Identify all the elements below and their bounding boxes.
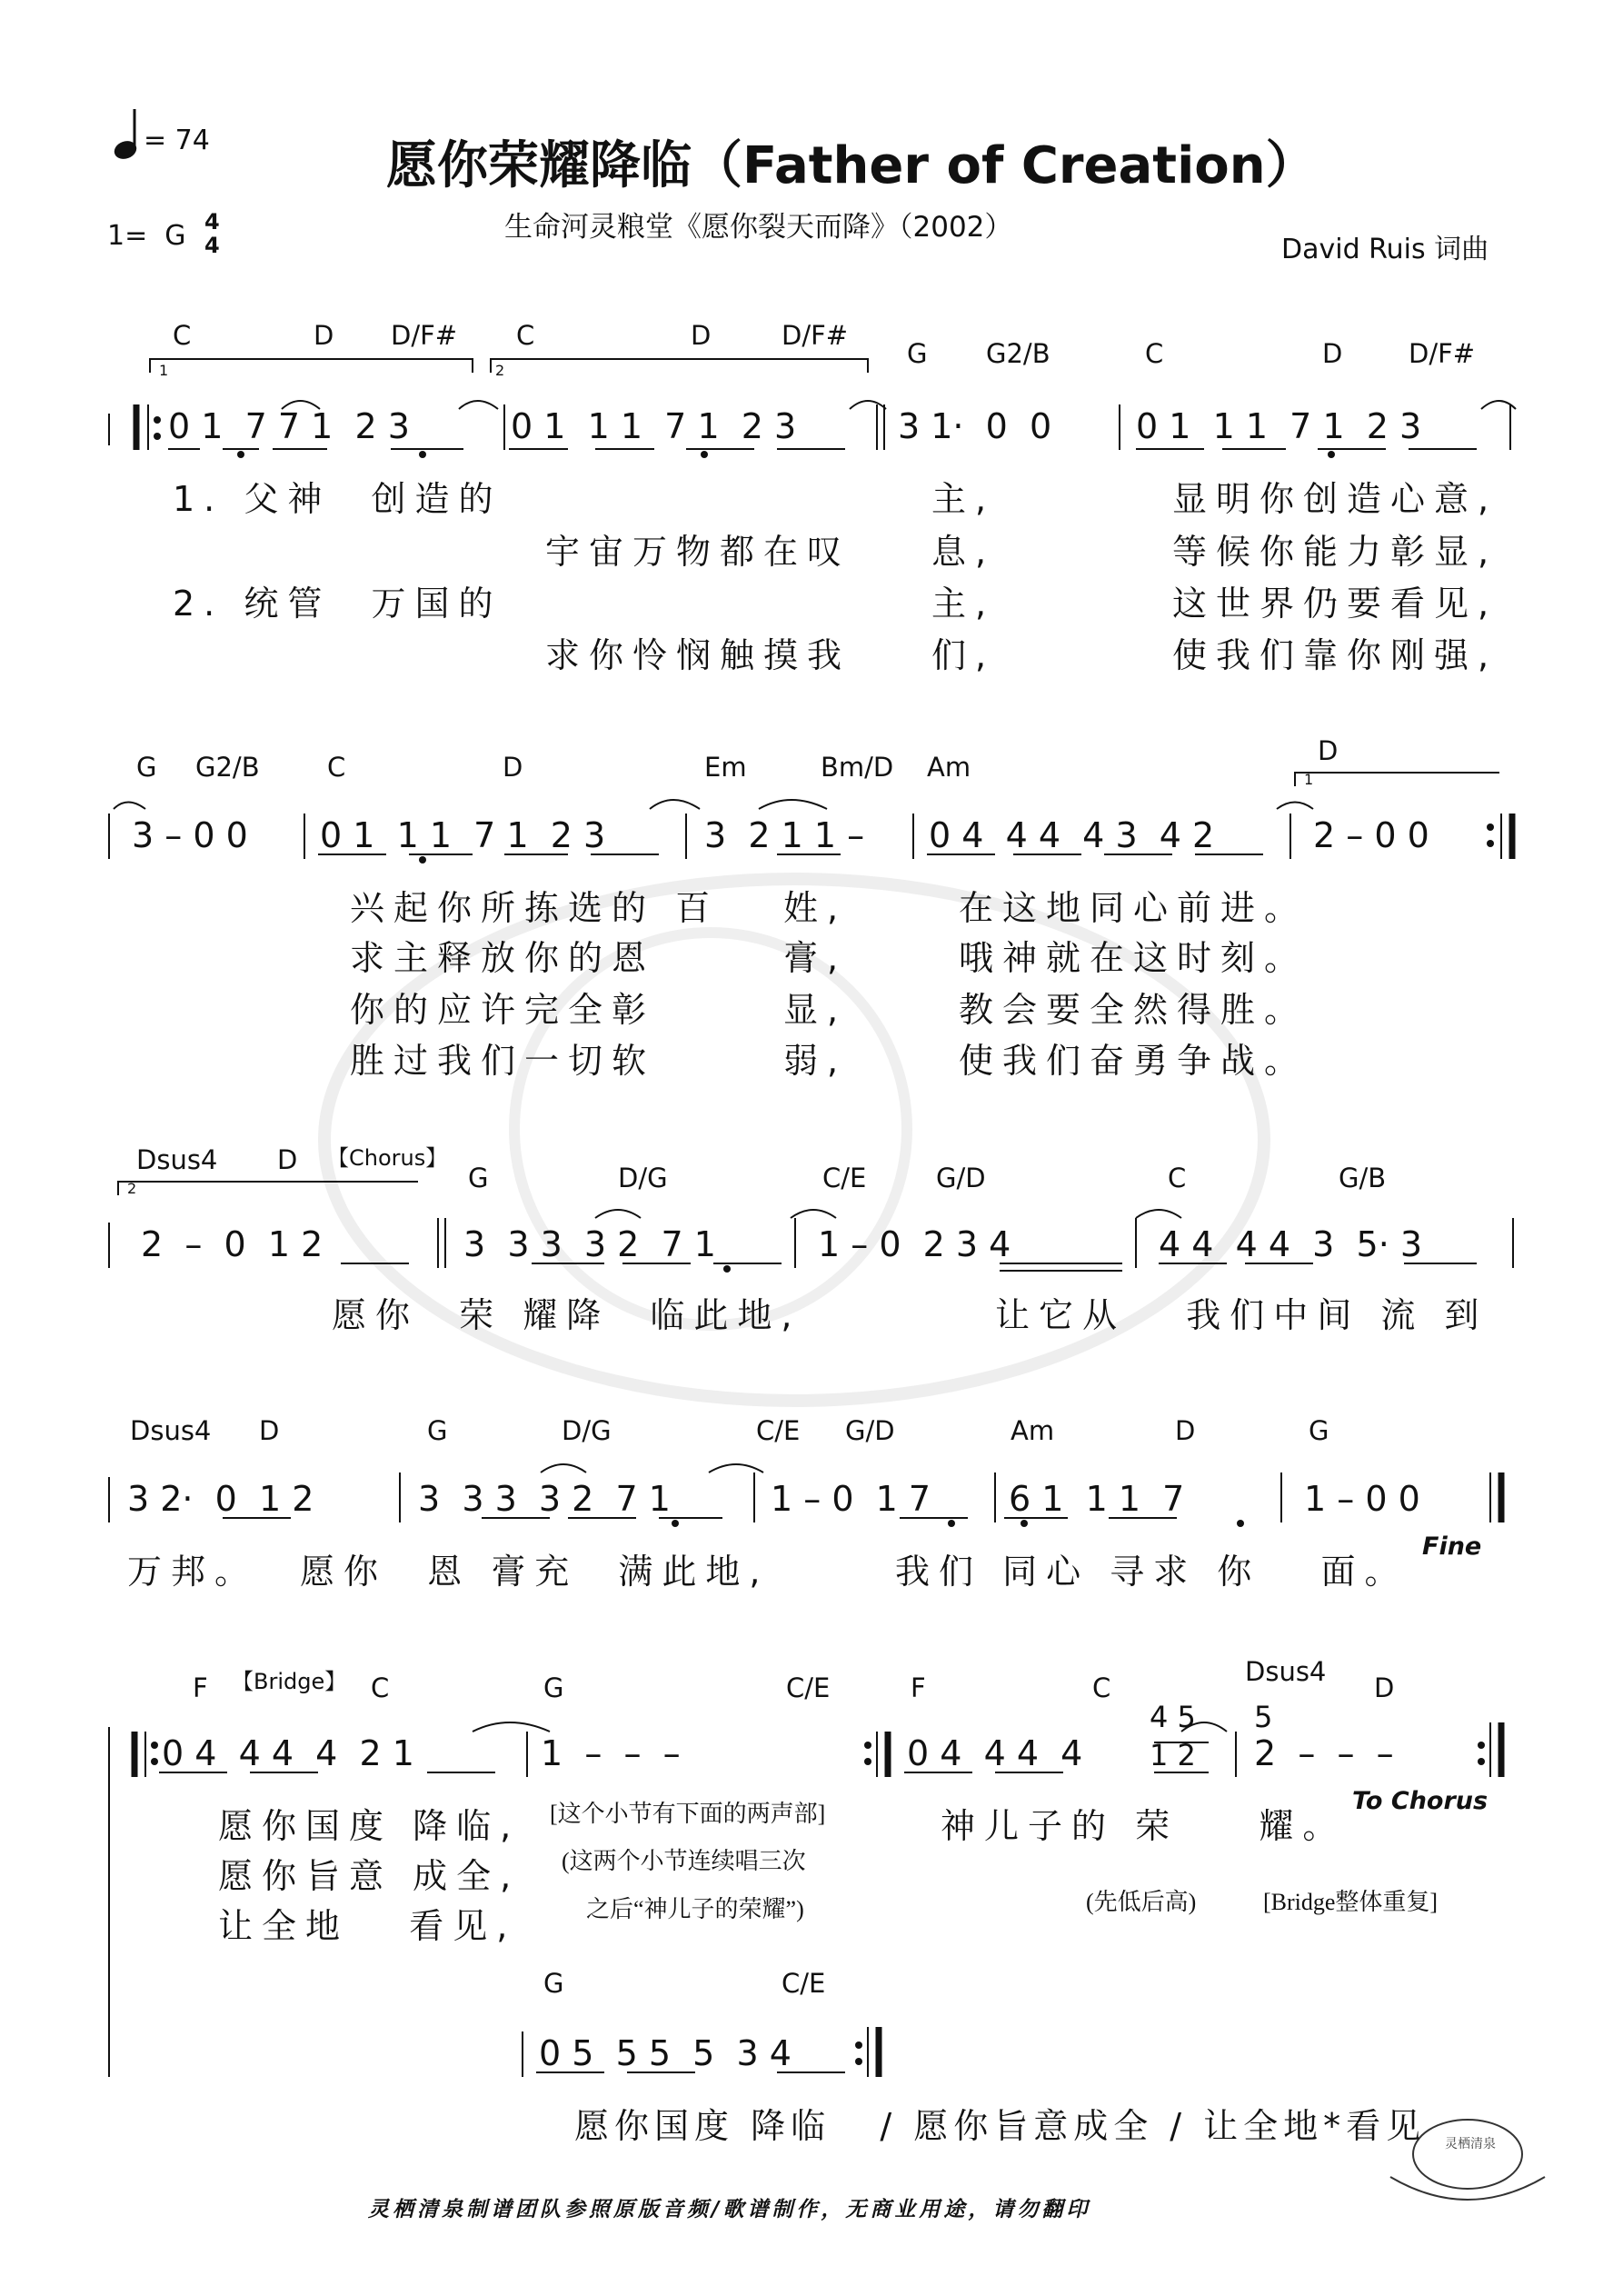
chord: D/F# [1409,338,1476,369]
lyric-verse2: 主, [931,584,996,624]
measure-notes: 3 3 3 3 2 7 1 [463,1224,716,1264]
chord: Am [1011,1415,1055,1446]
lyric-chorus: 万邦。 [127,1552,259,1592]
tempo-mark: = 74 [144,125,210,156]
measure-notes: 0 1 1 1 7 1 2 3 [511,406,797,446]
measure-notes: 3 2· 0 1 2 [127,1479,314,1519]
chord: Bm/D [821,752,894,783]
chord: D [314,320,334,351]
volta-number: 2 [127,1180,137,1197]
chord: C [516,320,535,351]
chord: C/E [786,1672,831,1703]
lyric-verse1: 息, [931,532,996,572]
chord: Dsus4 [130,1415,212,1446]
lyric-chorus: 我们 同心 寻求 你 面。 [895,1552,1409,1592]
lyric-verse2: 求你怜悯触摸我 [545,635,851,675]
lyric-verse1: 等候你能力彰显, [1172,532,1499,572]
measure-notes: 6 1 1 1 7 [1009,1479,1185,1519]
measure-notes: 0 1 7 7 1 2 3 [168,406,410,446]
measure-notes: 0 1 1 1 7 1 2 3 [320,815,606,855]
fine-marker: Fine [1422,1532,1482,1561]
chord: D/F# [782,320,849,351]
footer-credit: 灵栖清泉制谱团队参照原版音频/歌谱制作，无商业用途，请勿翻印 [368,2198,1091,2221]
chord: D [277,1144,298,1175]
measure-notes: 3 – 0 0 [132,815,248,855]
chord: G [468,1163,489,1193]
volta-number: 2 [495,362,505,379]
lyric-verse1: 宇宙万物都在叹 [545,532,851,572]
chord: Em [704,752,747,783]
key-signature: 1= G [107,220,186,252]
chord: C [1145,338,1164,369]
lyric-chorus: 愿你 荣 耀降 临此地, [332,1295,802,1335]
lyric-verse1: 显明你创造心意, [1172,479,1499,519]
lyric-chorus: 让它从 我们中间 流 到 [995,1295,1489,1335]
section-label-bridge: 【Bridge】 [232,1669,347,1694]
time-sig-den: 4 [204,233,220,258]
lyric-line: 教会要全然得胜。 [959,990,1309,1030]
measure-notes: 0 4 4 4 4 2 1 [162,1733,414,1773]
chord: C/E [822,1163,867,1193]
lyric-chorus: 愿你 恩 膏充 满此地, [300,1552,770,1592]
song-title: 愿你荣耀降临（Father of Creation） [386,136,1317,195]
chord: G [136,752,157,783]
chord: D [691,320,712,351]
chord: C [1168,1163,1187,1193]
lyric-line: 显, [783,990,848,1030]
chord: G [543,1968,564,1999]
lyric-bridge-alt: 愿你国度 降临 / 愿你旨意成全 / 让全地*看见 [574,2106,1427,2146]
chord: F [193,1672,208,1703]
logo-text: 灵栖清泉 [1445,2137,1496,2151]
measure-notes: 1 – 0 2 3 4 [818,1224,1011,1264]
chord: Dsus4 [1245,1656,1327,1687]
chord: D [1175,1415,1196,1446]
measure-notes: 3 2 1 1 – [704,815,865,855]
lyric-line: 膏, [783,938,848,978]
chord: C/E [756,1415,801,1446]
lyric-verse2: 这世界仍要看见, [1172,584,1499,624]
chord: G [543,1672,564,1703]
performance-note: 之后“神儿子的荣耀”) [586,1896,804,1922]
lyric-line: 使我们奋勇争战。 [959,1041,1309,1081]
chord: D [259,1415,280,1446]
measure-notes: 0 4 4 4 4 3 4 2 [929,815,1215,855]
chord: Am [927,752,971,783]
lyric-bridge: 愿你旨意 成全, [218,1856,521,1896]
measure-notes: 0 1 1 1 7 1 2 3 [1136,406,1422,446]
song-subtitle: 生命河灵粮堂《愿你裂天而降》（2002） [504,211,1013,244]
chord: F [911,1672,926,1703]
chord: D/G [618,1163,668,1193]
section-label-chorus: 【Chorus】 [327,1145,448,1171]
lyric-line: 胜过我们一切软 [350,1041,656,1081]
measure-notes-lower: 1 2 [1150,1738,1196,1772]
measure-notes-upper: 5 [1254,1700,1273,1734]
measure-notes: 2 – 0 1 2 [141,1224,324,1264]
lyric-line: 哦神就在这时刻。 [959,938,1309,978]
measure-notes: 1 – 0 1 7 [771,1479,931,1519]
lyric-verse2: 使我们靠你刚强, [1172,635,1499,675]
composer-credit: David Ruis 词曲 [1281,234,1489,265]
chord: C/E [782,1968,826,1999]
chord: C [173,320,192,351]
measure-notes: 3 3 3 3 2 7 1 [418,1479,671,1519]
chord: D [1322,338,1343,369]
measure-notes: 2 – – – [1254,1733,1394,1773]
to-chorus-marker: To Chorus [1352,1787,1489,1815]
chord: D [503,752,523,783]
lyric-line: 兴起你所拣选的 百 [350,888,720,928]
measure-notes: 1 – – – [541,1733,681,1773]
performance-note: (这两个小节连续唱三次 [562,1848,806,1874]
measure-notes: 4 4 4 4 3 5· 3 [1159,1224,1423,1264]
lyric-line: 求主释放你的恩 [350,938,656,978]
chord: D/F# [391,320,458,351]
chord: C [1092,1672,1111,1703]
measure-notes: 0 4 4 4 4 [907,1733,1083,1773]
lyric-line: 在这地同心前进。 [959,888,1309,928]
chord: G/D [936,1163,986,1193]
chord: G [427,1415,448,1446]
chord: G2/B [986,338,1050,369]
lyric-verse1: 1. 父神 创造的 [173,479,503,519]
measure-notes: 2 – 0 0 [1313,815,1429,855]
chord: G/D [845,1415,895,1446]
chord: C [327,752,346,783]
time-sig-num: 4 [204,209,220,235]
chord: C [371,1672,390,1703]
chord: G [907,338,928,369]
performance-note: (先低后高) [1086,1889,1197,1915]
measure-notes-upper: 4 5 [1150,1700,1196,1734]
performance-note: [Bridge整体重复] [1263,1889,1439,1915]
measure-notes: 3 1· 0 0 [898,406,1052,446]
lyric-verse1: 主, [931,479,996,519]
lyric-line: 弱, [783,1041,848,1081]
chord: Dsus4 [136,1144,218,1175]
chord: D [1318,735,1339,766]
volta-number: 1 [159,362,169,379]
performance-note: [这个小节有下面的两声部] [550,1801,826,1827]
chord: D/G [562,1415,612,1446]
lyric-bridge: 神儿子的 荣 耀。 [941,1806,1347,1846]
chord: G2/B [195,752,260,783]
lyric-line: 你的应许完全彰 [350,990,656,1030]
chord: G [1309,1415,1329,1446]
measure-notes: 1 – 0 0 [1304,1479,1420,1519]
chord: G/B [1339,1163,1387,1193]
lyric-bridge: 愿你国度 降临, [218,1806,521,1846]
lyric-verse2: 们, [931,635,996,675]
lyric-bridge: 让全地 看见, [218,1906,517,1946]
chord: D [1374,1672,1395,1703]
lyric-verse2: 2. 统管 万国的 [173,584,503,624]
volta-number: 1 [1304,771,1314,788]
lyric-line: 姓, [783,888,848,928]
measure-notes: 0 5 5 5 5 3 4 [539,2033,792,2073]
